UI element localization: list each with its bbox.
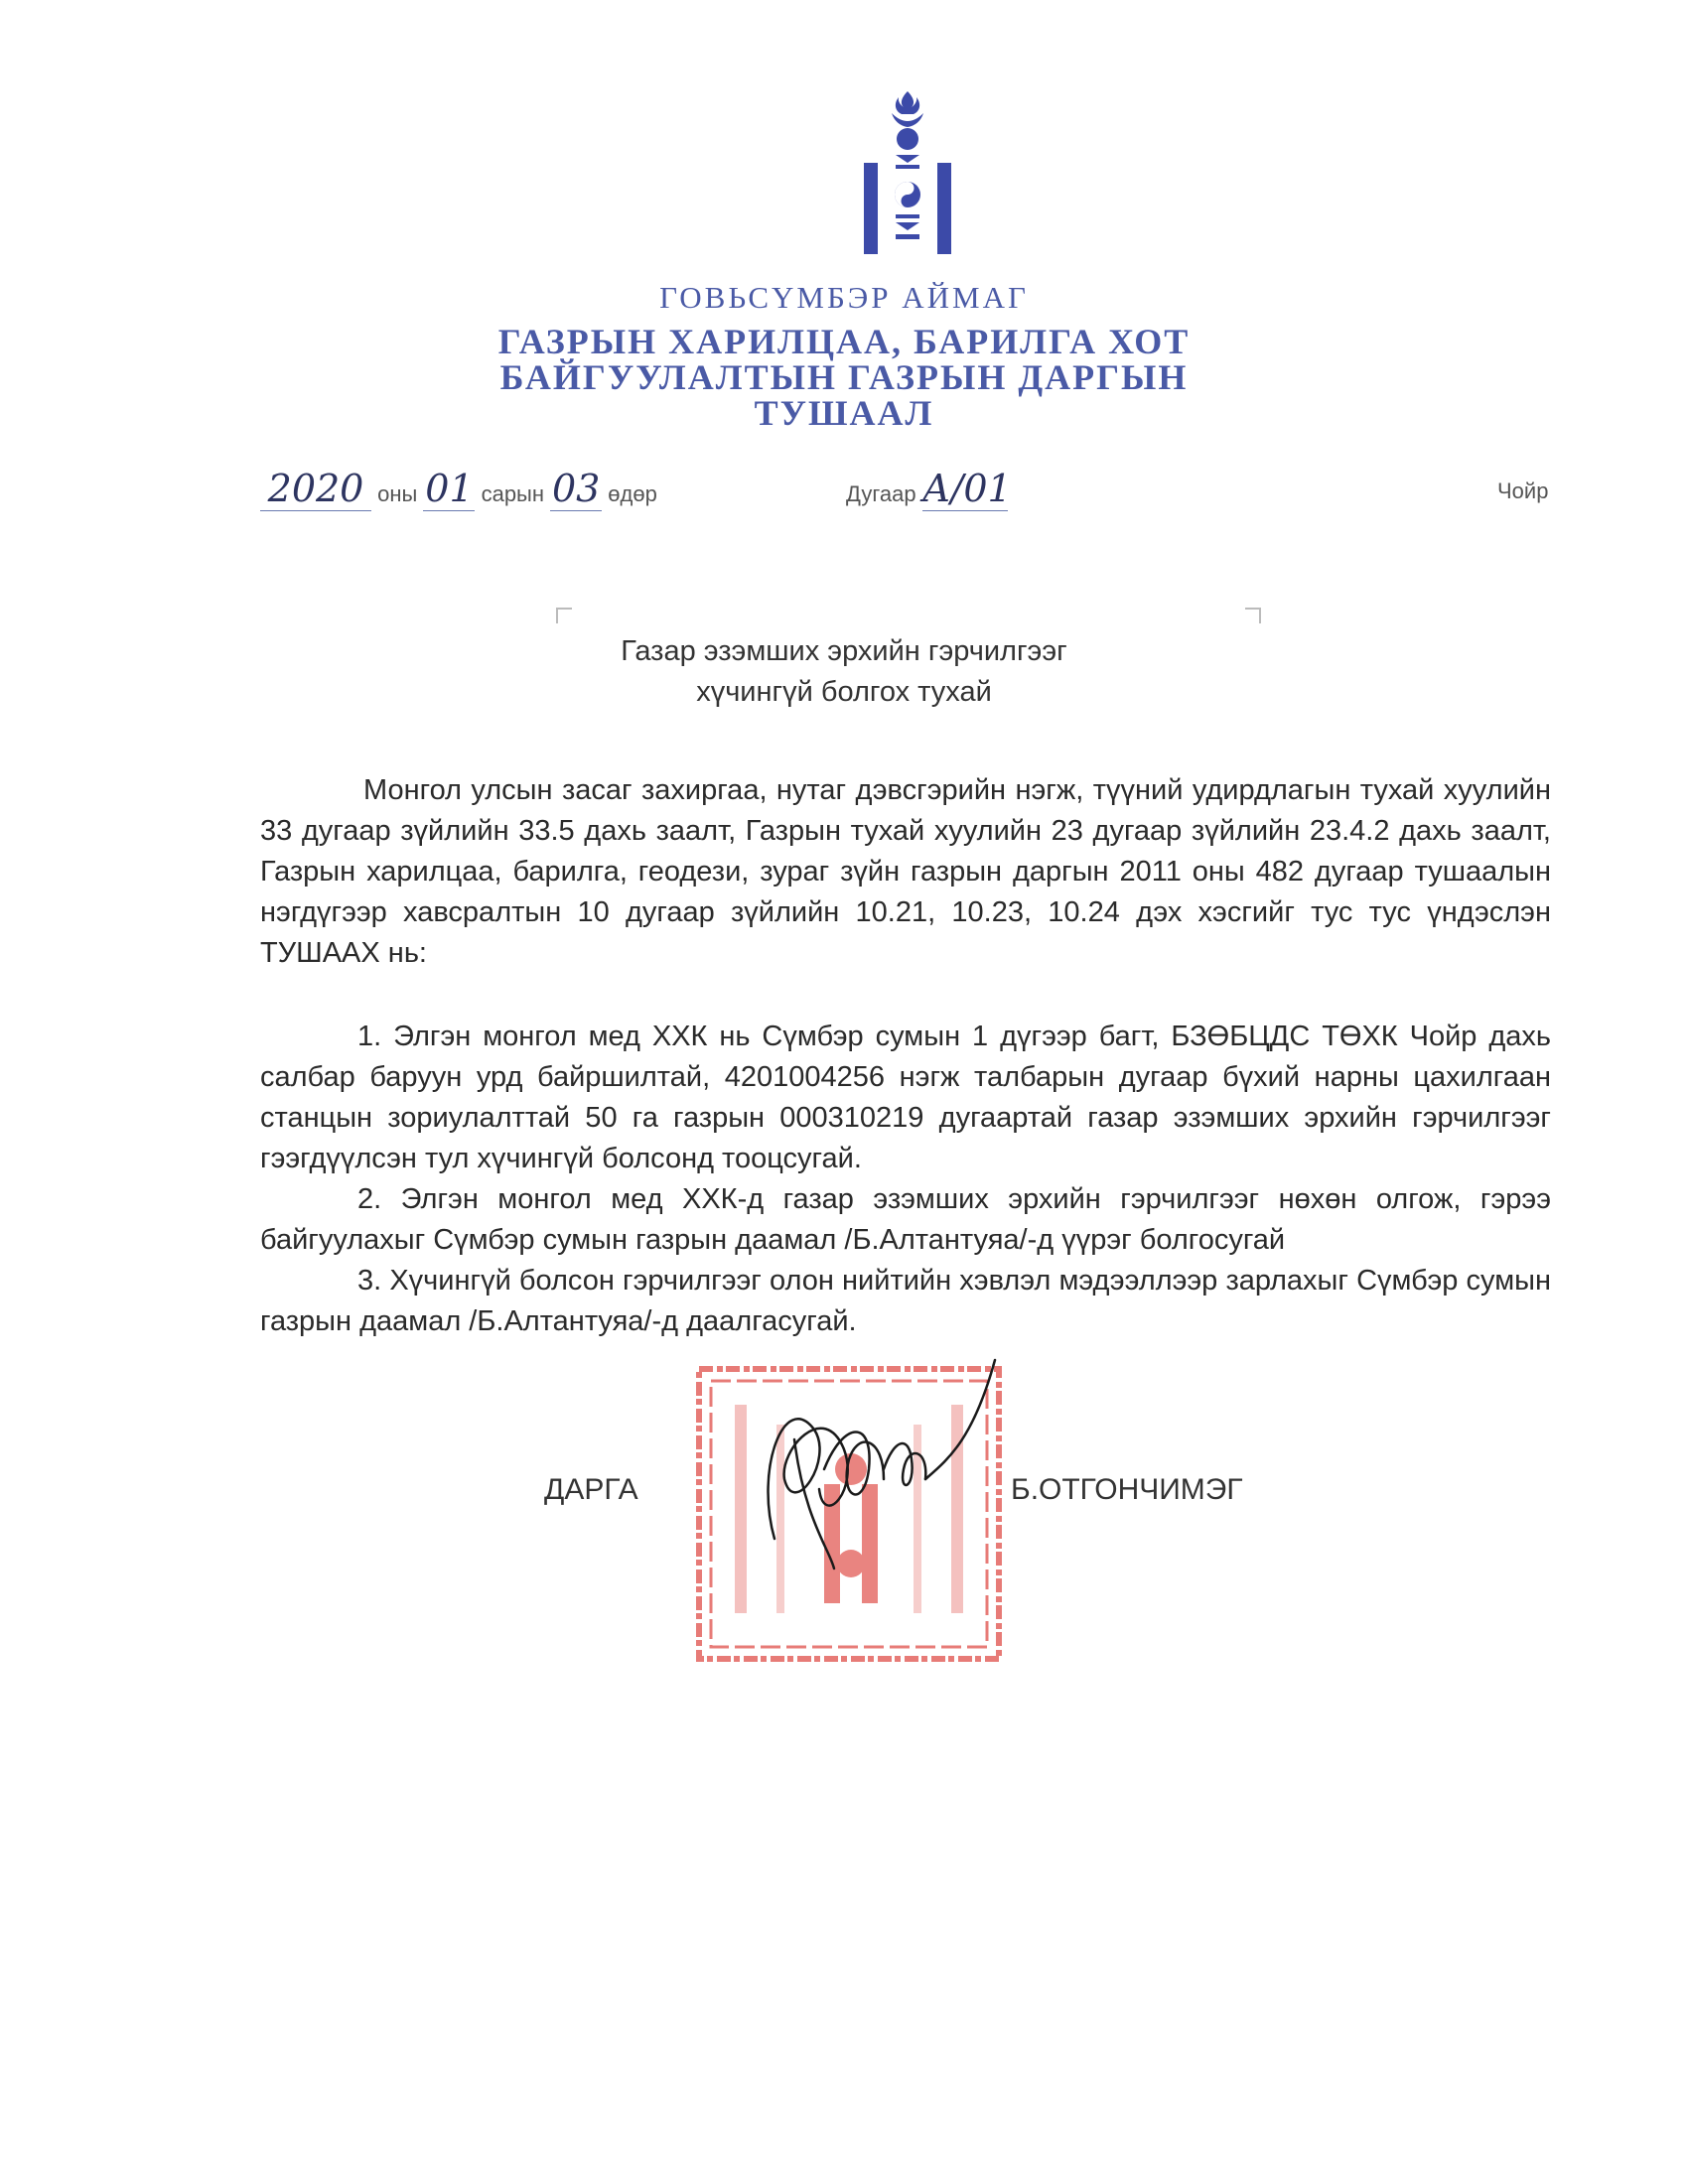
date-month: 01 bbox=[425, 467, 474, 510]
handwritten-signature-icon bbox=[735, 1320, 1033, 1578]
date-day: 03 bbox=[551, 467, 601, 510]
soyombo-emblem-icon bbox=[858, 89, 957, 258]
corner-mark-left bbox=[556, 608, 572, 623]
department-line-2: БАЙГУУЛАЛТЫН ГАЗРЫН ДАРГЫН bbox=[499, 357, 1189, 397]
corner-mark-right bbox=[1245, 608, 1261, 623]
number-field bbox=[846, 467, 1012, 526]
order-number: А/01 bbox=[921, 467, 1012, 510]
document-type: ТУШААЛ bbox=[754, 393, 934, 433]
place-name: Чойр bbox=[1497, 478, 1549, 503]
department-line-1: ГАЗРЫН ХАРИЛЦАА, БАРИЛГА ХОТ bbox=[497, 322, 1191, 361]
date-year: 2020 bbox=[260, 467, 371, 511]
signatory-title: ДАРГА bbox=[544, 1473, 638, 1506]
order-title-line-1: Газар эзэмших эрхийн гэрчилгээг bbox=[621, 635, 1067, 667]
aimag-name: ГОВЬСҮМБЭР АЙМАГ bbox=[659, 280, 1029, 315]
signatory-name: Б.ОТГОНЧИМЭГ bbox=[1011, 1473, 1243, 1506]
order-title-line-2: хүчингүй болгох тухай bbox=[696, 676, 992, 708]
day-label: өдөр bbox=[608, 481, 657, 506]
number-label: Дугаар bbox=[846, 481, 916, 506]
month-label: сарын bbox=[481, 481, 545, 506]
year-label: оны bbox=[377, 481, 418, 506]
date-field bbox=[260, 467, 657, 526]
order-item-3: 3. Хүчингүй болсон гэрчилгээг олон нийтийн хэвлэл мэдээллээр зарлахыг Сүмбэр сумын газрын даамал /Б.Алтантуяа/-д даалгасугай. bbox=[260, 1265, 1551, 1337]
order-item-2: 2. Элгэн монгол мед ХХК-д газар эзэмших эрхийн гэрчилгээг нөхөн олгож, гэрээ байгуулахыг Сүмбэр сумын газрын даамал /Б.Алтантуяа/-д үүрэг болгосугай bbox=[260, 1183, 1551, 1256]
order-item-1: 1. Элгэн монгол мед ХХК нь Сүмбэр сумын 1 дүгээр багт, БЗӨБЦДС ТӨХК Чойр дахь салбар баруун урд байршилтай, 4201004256 нэгж талбарын дугаар бүхий нарны цахилгаан станцын зориулалттай 50 га газрын 000310219 дугаартай газар эзэмших эрхийн гэрчилгээг гээгдүүлсэн тул хүчингүй болсонд тооцсугай. bbox=[260, 1021, 1551, 1174]
intro-paragraph: Монгол улсын засаг захиргаа, нутаг дэвсгэрийн нэгж, түүний удирдлагын тухай хуулийн 33 дугаар зүйлийн 33.5 дахь заалт, Газрын тухай хуулийн 23 дугаар зүйлийн 23.4.2 дахь заалт, Газрын харилцаа, барилга, геодези, зураг зүйн газрын даргын 2011 оны 482 дугаар тушаалын нэгдүгээр хавсралтын 10 дугаар зүйлийн 10.21, 10.23, 10.24 дэх хэсгийг тус тус үндэслэн ТУШААХ нь: bbox=[260, 774, 1551, 969]
